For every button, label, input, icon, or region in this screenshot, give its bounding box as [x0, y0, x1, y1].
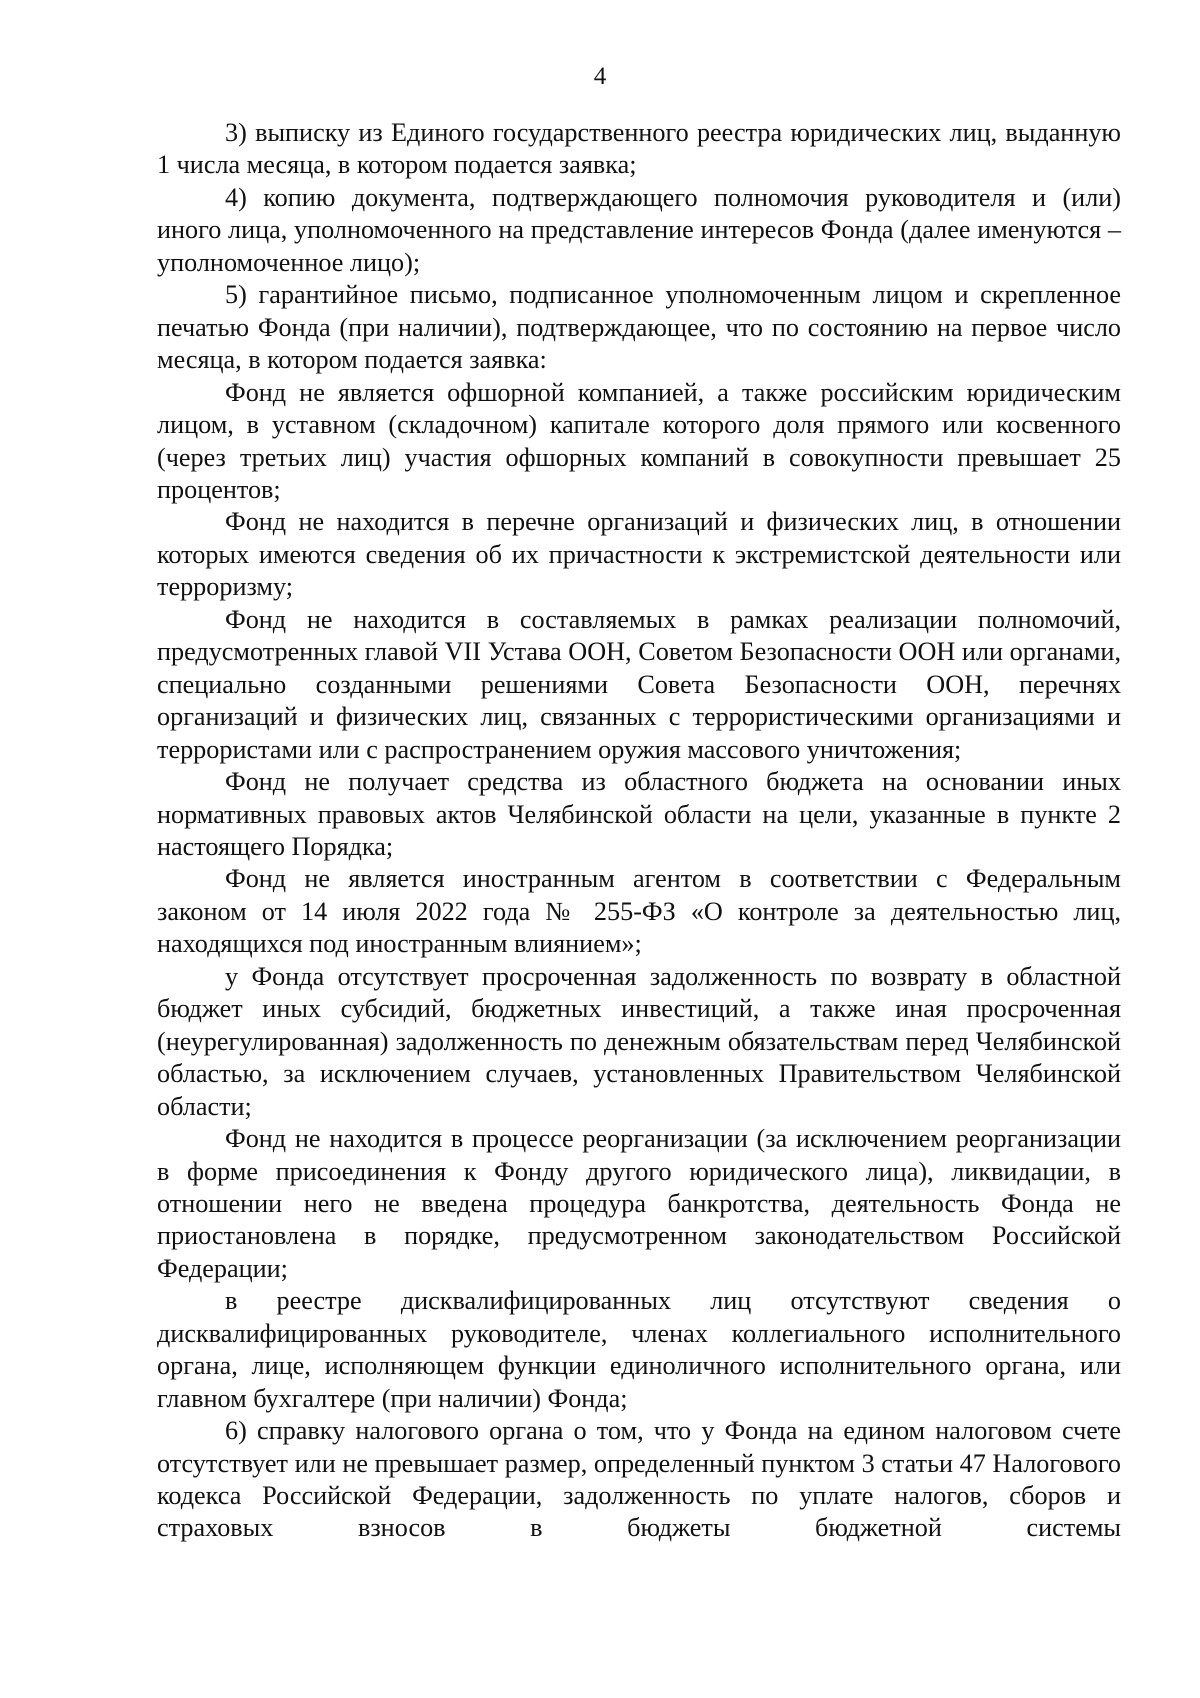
paragraph-un-list: Фонд не находится в составляемых в рамках реализации полномочий, предусмотренных главой VII Устава ООН, Советом Безопасности ООН или органами, специально созданными решениями Совета Безопасности ООН, перечнях организаций и физических лиц, связанных с террористическими организациями и террористами или с распространением оружия массового уничтожения; — [157, 604, 1121, 764]
document-body — [157, 117, 1121, 1545]
paragraph-overdue-debt: у Фонда отсутствует просроченная задолженность по возврату в областной бюджет иных субсидий, бюджетных инвестиций, а также иная просроченная (неурегулированная) задолженность по денежным обязательствам перед Челябинской областью, за исключением случаев, установленных Правительством Челябинской области; — [157, 961, 1121, 1121]
paragraph-foreign-agent: Фонд не является иностранным агентом в соответствии с Федеральным законом от 14 июля 2022 года № 255-ФЗ «О контроле за деятельностью лиц, находящихся под иностранным влиянием»; — [157, 864, 1121, 959]
paragraph-budget-funds: Фонд не получает средства из областного бюджета на основании иных нормативных правовых актов Челябинской области на цели, указанные в пункте 2 настоящего Порядка; — [157, 767, 1121, 861]
paragraph-item-4: 4) копию документа, подтверждающего полномочия руководителя и (или) иного лица, уполномоченного на представление интересов Фонда (далее именуются – уполномоченное лицо); — [157, 182, 1121, 277]
page-number: 4 — [593, 63, 607, 90]
paragraph-disqualified-persons: в реестре дисквалифицированных лиц отсутствуют сведения о дисквалифицированных руководителе, членах коллегиального исполнительного органа, лице, исполняющем функции единоличного исполнительного органа, или главном бухгалтере (при наличии) Фонда; — [157, 1286, 1121, 1413]
paragraph-item-6: 6) справку налогового органа о том, что у Фонда на едином налоговом счете отсутствует или не превышает размер, определенный пунктом 3 статьи 47 Налогового кодекса Российской Федерации, задолженность по уплате налогов, сборов и страховых взносов в бюджеты бюджетной системы — [157, 1416, 1121, 1543]
paragraph-extremism-list: Фонд не находится в перечне организаций и физических лиц, в отношении которых имеются сведения об их причастности к экстремистской деятельности или терроризму; — [157, 507, 1121, 602]
paragraph-item-3: 3) выписку из Единого государственного реестра юридических лиц, выданную 1 числа месяца, в котором подается заявка; — [157, 118, 1121, 180]
paragraph-item-5: 5) гарантийное письмо, подписанное уполномоченным лицом и скрепленное печатью Фонда (при наличии), подтверждающее, что по состоянию на первое число месяца, в котором подается заявка: — [157, 280, 1121, 375]
paragraph-offshore: Фонд не является офшорной компанией, а также российским юридическим лицом, в уставном (складочном) капитале которого доля прямого или косвенного (через третьих лиц) участия офшорных компаний в совокупности превышает 25 процентов; — [157, 377, 1121, 504]
paragraph-reorganization: Фонд не находится в процессе реорганизации (за исключением реорганизации в форме присоединения к Фонду другого юридического лица), ликвидации, в отношении него не введена процедура банкротства, деятельность Фонда не приостановлена в порядке, предусмотренном законодательством Российской Федерации; — [157, 1124, 1121, 1283]
